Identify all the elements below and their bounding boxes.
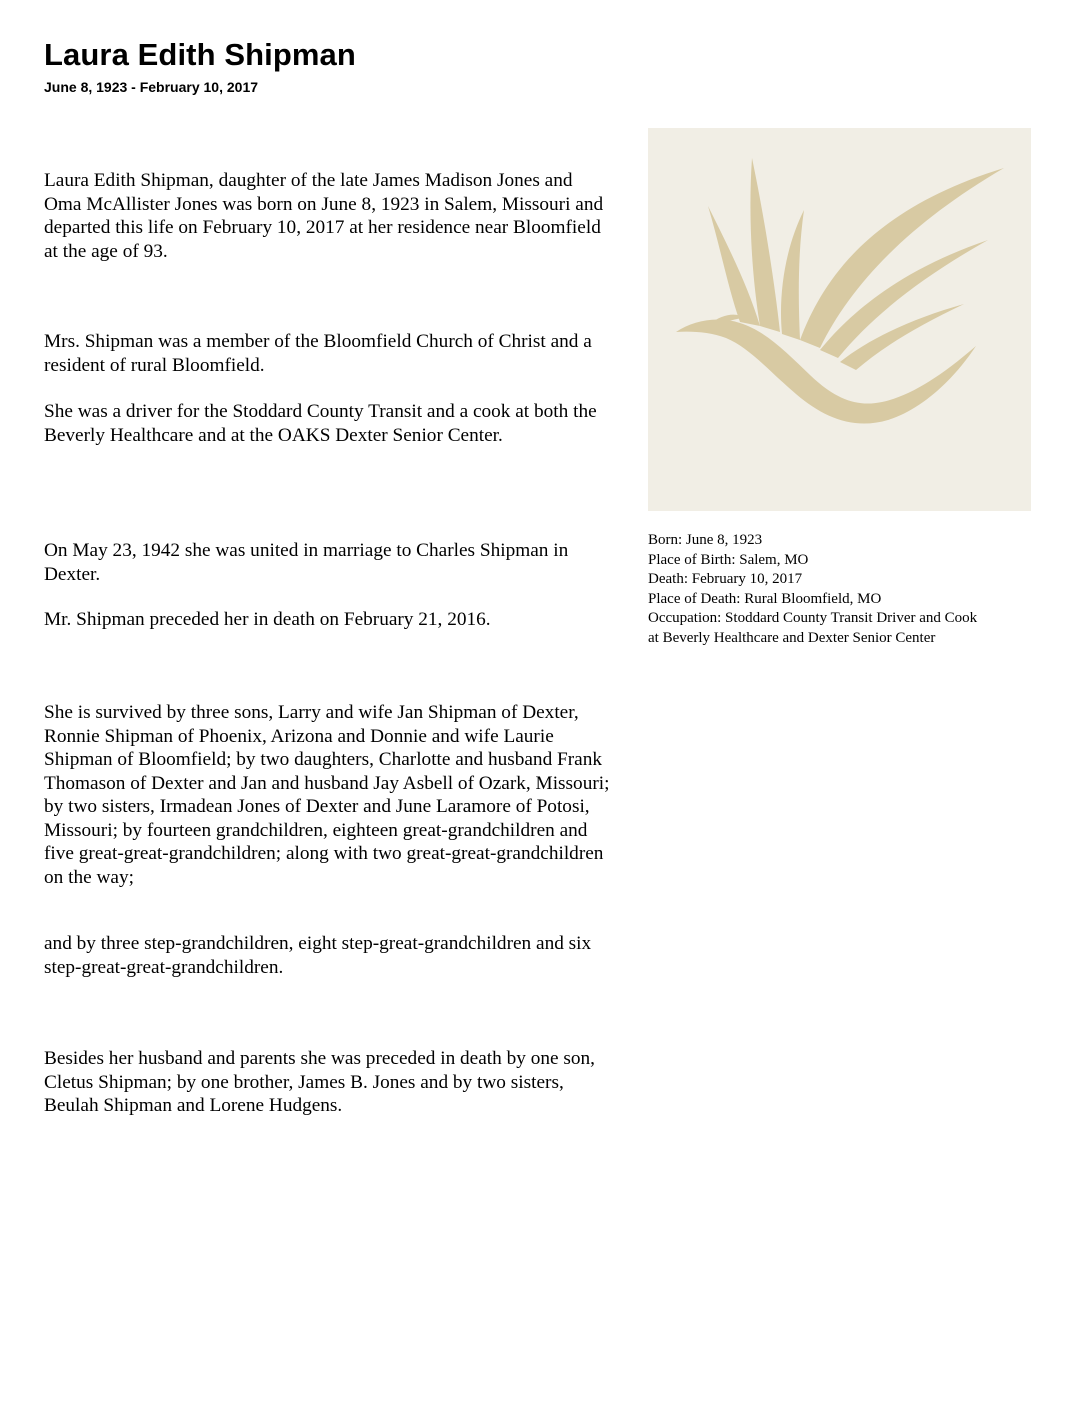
life-dates: June 8, 1923 - February 10, 2017 [44,79,259,95]
paragraph-preceded: Besides her husband and parents she was preceded in death by one son, Cletus Shipman; by one brother, James B. Jones and by two sisters, Beulah Shipman and Lorene Hudgens. [44,1048,595,1116]
fact-place-of-death: Place of Death: Rural Bloomfield, MO [648,590,882,607]
paragraph-birth: Laura Edith Shipman, daughter of the late James Madison Jones and Oma McAllister Jones was born on June 8, 1923 in Salem, Missouri and departed this life on February 10, 2017 at her residence near Bloomfield at the age of 93. [44,170,604,262]
dove-icon [648,128,1031,511]
dove-image [648,128,1031,511]
fact-place-of-birth: Place of Birth: Salem, MO [648,551,809,568]
obituary-title: Laura Edith Shipman [44,37,356,72]
fact-occupation: Occupation: Stoddard County Transit Driver and Cook [648,610,978,626]
paragraph-husband-death: Mr. Shipman preceded her in death on February 21, 2016. [44,609,491,630]
paragraph-survivors: She is survived by three sons, Larry and wife Jan Shipman of Dexter, Ronnie Shipman of Phoenix, Arizona and Donnie and wife Laurie Shipman of Bloomfield; by two daughters, Charlotte and husband Frank Thomason of Dexter and Jan and husband Jay Asbell of Ozark, Missouri; by two sisters, Irmadean Jones of Dexter and June Laramore of Potosi, Missouri; by fourteen grandchildren, eighteen great-grandchildren and five great-great-grandchildren; along with two great-great-grandchildren on the way; [44,702,610,888]
facts-block [648,531,1058,648]
paragraph-occupation: She was a driver for the Stoddard County Transit and a cook at both the Beverly Healthcare and at the OAKS Dexter Senior Center. [44,401,597,446]
paragraph-marriage: On May 23, 1942 she was united in marriage to Charles Shipman in Dexter. [44,540,569,585]
fact-born: Born: June 8, 1923 [648,532,763,548]
fact-death: Death: February 10, 2017 [648,571,803,587]
paragraph-step-grandchildren: and by three step-grandchildren, eight step-great-grandchildren and six step-great-great-grandchildren. [44,933,592,978]
fact-occupation-continued: at Beverly Healthcare and Dexter Senior Center [648,629,936,646]
paragraph-church: Mrs. Shipman was a member of the Bloomfield Church of Christ and a resident of rural Bloomfield. [44,331,592,376]
